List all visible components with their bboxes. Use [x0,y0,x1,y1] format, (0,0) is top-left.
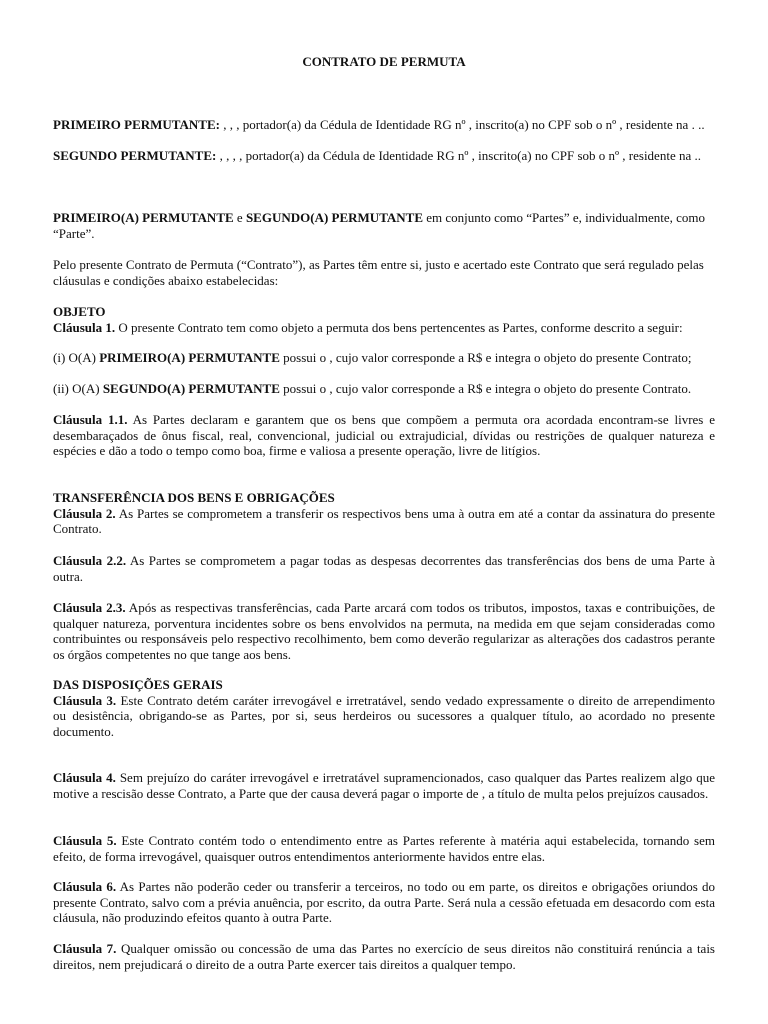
item-i-text: possui o , cujo valor corresponde a R$ e integra o objeto do presente Contrato; [279,350,692,365]
clause-2-2-paragraph [53,553,715,584]
transferencia-section [53,490,715,537]
clause-1-text: O presente Contrato tem como objeto a permuta dos bens pertencentes as Partes, conforme descrito a seguir: [115,319,683,335]
clause-1-label: Cláusula 1. [53,319,116,335]
clause-3-text: Este Contrato detém caráter irrevogável e irretratável, sendo vedado expressamente o direito de arrependimento ou desistência, obrigando-se as Partes, por si, seus herdeiros ou sucessores a qualquer título, ao acordado no presente documento. [53,692,715,739]
item-i-paragraph [53,350,715,366]
item-i-prefix: (i) O(A) [53,350,100,365]
clause-2-text: As Partes se comprometem a transferir os respectivos bens uma à outra em até a contar da assinatura do presente Contrato. [53,505,715,537]
transferencia-heading: TRANSFERÊNCIA DOS BENS E OBRIGAÇÕES [53,490,335,505]
clause-5-text: Este Contrato contém todo o entendimento entre as Partes referente à matéria aqui estabelecida, tornando sem efeito, de forma irrevogável, quaisquer outros entendimentos anteriormente havidos entre elas. [53,833,715,864]
clause-2-label: Cláusula 2. [53,505,116,521]
intro-first-party: PRIMEIRO(A) PERMUTANTE [53,210,234,225]
second-party-text: , , , , portador(a) da Cédula de Identidade RG nº , inscrito(a) no CPF sob o nº , residente na .. [216,148,701,163]
clause-1-1-label: Cláusula 1.1. [53,412,128,427]
intro-connector: e [233,210,246,225]
first-party-paragraph [53,117,715,133]
clause-4-paragraph [53,770,715,801]
clause-2-3-text: Após as respectivas transferências, cada Parte arcará com todos os tributos, impostos, taxas e contribuições, de qualquer natureza, porventura incidentes sobre os bens envolvidos na permuta, na medida em que sejam consideradas como contribuintes ou responsáveis pelo respectivo recolhimento, bem como deverão regularizar as alterações dos cadastros perante os órgãos competentes no que tange aos bens. [53,600,715,662]
disposicoes-heading: DAS DISPOSIÇÕES GERAIS [53,677,223,692]
second-party-paragraph [53,148,715,164]
clause-7-paragraph [53,941,715,972]
intro-second-party: SEGUNDO(A) PERMUTANTE [245,210,424,225]
second-party-label: SEGUNDO PERMUTANTE: [53,148,217,163]
clause-6-paragraph [53,879,715,926]
clause-2-3-paragraph [53,600,715,662]
preamble-paragraph: Pelo presente Contrato de Permuta (“Contrato”), as Partes têm entre si, justo e acertado este Contrato que será regulado pelas cláusulas e condições abaixo estabelecidas: [53,257,704,288]
document-title: CONTRATO DE PERMUTA [302,54,466,69]
clause-2-3-label: Cláusula 2.3. [53,600,126,615]
clause-4-text: Sem prejuízo do caráter irrevogável e irretratável supramencionados, caso qualquer das Partes realizem algo que motive a rescisão desse Contrato, a Parte que der causa deverá pagar o importe de , a título de multa pelos prejuízos causados. [53,770,715,801]
clause-7-label: Cláusula 7. [53,941,117,956]
first-party-label: PRIMEIRO PERMUTANTE: [53,117,220,132]
clause-3-label: Cláusula 3. [53,692,117,708]
objeto-heading: OBJETO [53,304,106,319]
item-i-party: PRIMEIRO(A) PERMUTANTE [99,350,280,365]
clause-5-paragraph [53,833,715,864]
first-party-text: , , , portador(a) da Cédula de Identidade RG nº , inscrito(a) no CPF sob o nº , residente na . .. [219,117,705,132]
clause-6-text: As Partes não poderão ceder ou transferir a terceiros, no todo ou em parte, os direitos e obrigações oriundos do presente Contrato, salvo com a prévia anuência, por escrito, da outra Parte. Será nula a cessão efetuada em desacordo com esta cláusula, não produzindo efeitos quanto à outra Parte. [53,879,715,926]
intro-paragraph [53,210,715,241]
item-ii-paragraph [53,381,715,397]
clause-7-text: Qualquer omissão ou concessão de uma das Partes no exercício de seus direitos não constituirá renúncia a tais direitos, nem prejudicará o direito de a outra Parte exercer tais direitos a qualquer tempo. [53,941,715,972]
item-ii-prefix: (ii) O(A) [53,381,103,396]
clause-4-label: Cláusula 4. [53,770,116,785]
clause-6-label: Cláusula 6. [53,879,117,894]
clause-5-label: Cláusula 5. [53,833,117,848]
item-ii-text: possui o , cujo valor corresponde a R$ e integra o objeto do presente Contrato. [279,381,692,396]
clause-1-1-paragraph [53,412,715,459]
objeto-section [53,304,715,335]
disposicoes-section [53,677,715,739]
clause-2-2-label: Cláusula 2.2. [53,553,127,568]
clause-2-2-text: As Partes se comprometem a pagar todas as despesas decorrentes das transferências dos bens de uma Parte à outra. [53,553,715,584]
item-ii-party: SEGUNDO(A) PERMUTANTE [102,381,280,396]
intro-rest: em conjunto como “Partes” e, individualmente, como “Parte”. [53,210,705,241]
clause-1-1-text: As Partes declaram e garantem que os bens que compõem a permuta ora acordada encontram-se livres e desembaraçados de ônus fiscal, real, convencional, judicial ou extrajudicial, dívidas ou restrições de qualquer natureza e espécies e dão a todo o tempo como boa, firme e valiosa a presente operação, livre de litígios. [53,412,715,459]
